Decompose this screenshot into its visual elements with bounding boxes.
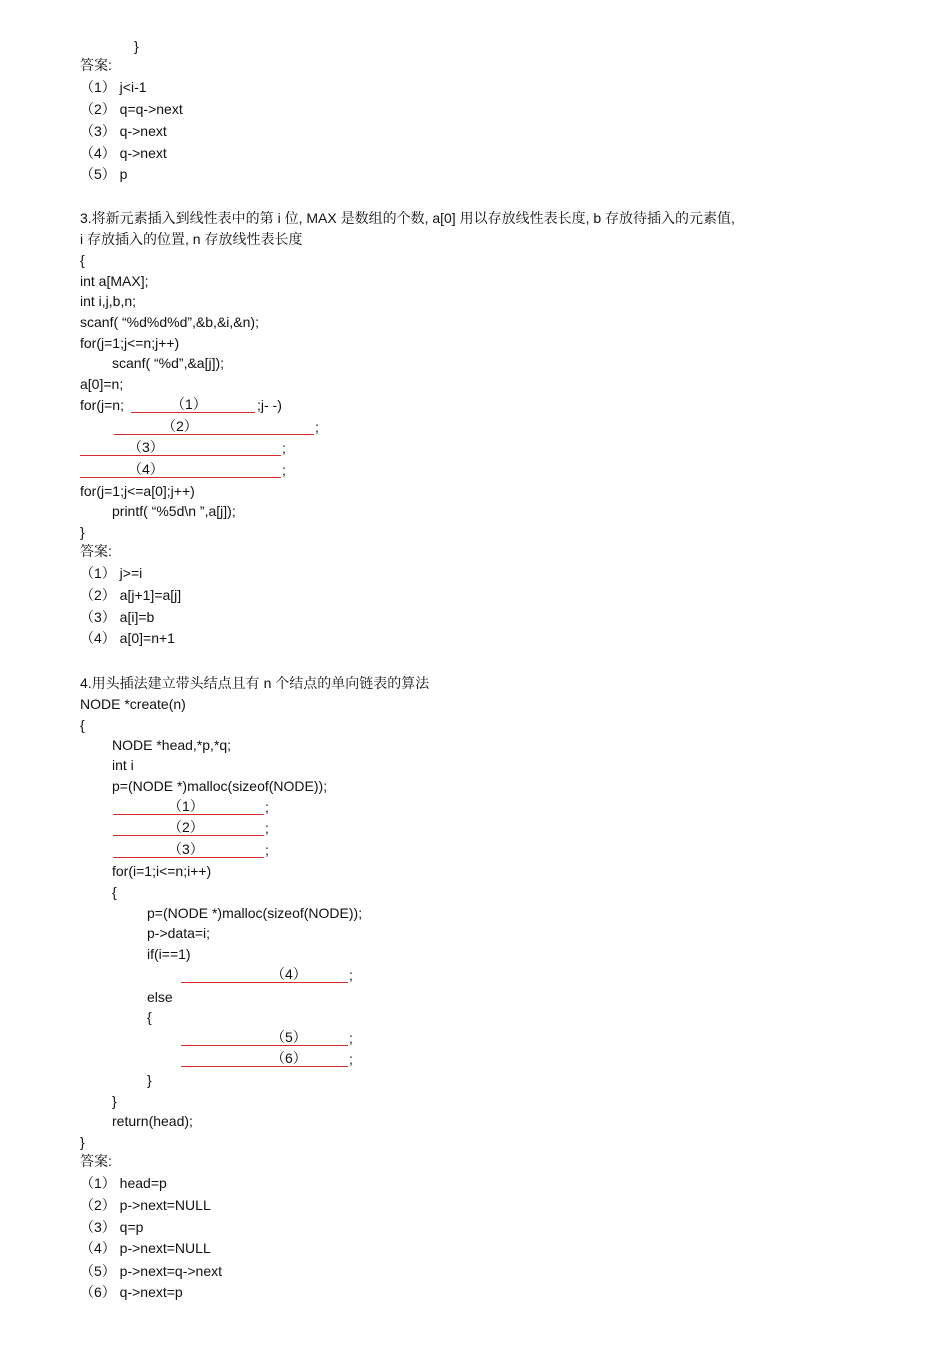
answer-line: （1） j>=i [80,565,143,581]
question-title: 3.将新元素插入到线性表中的第 i 位, MAX 是数组的个数, a[0] 用以存放线性表长度, b 存放待插入的元素值, [80,210,735,226]
blank-number: （4） [128,461,164,477]
code-line: for(j=1;j<=n;j++) [80,335,180,351]
code-line: p=(NODE *)malloc(sizeof(NODE)); [147,905,363,921]
semicolon: ; [349,1030,353,1046]
code-line: } [80,524,85,540]
code-line: printf( “%5d\n ”,a[j]); [112,503,236,519]
answer-line: （2） q=q->next [80,101,183,117]
code-line: { [80,252,85,268]
code-line: scanf( “%d”,&a[j]); [112,355,225,371]
code-line: for(j=n; [80,397,124,413]
code-line: for(i=1;i<=n;i++) [112,863,212,879]
blank-number: （4） [271,966,307,982]
answer-line: （2） a[j+1]=a[j] [80,587,182,603]
answer-line: （3） q->next [80,123,167,139]
answer-label: 答案: [80,543,112,559]
fill-blank[interactable] [181,1029,348,1046]
code-line: } [112,1093,117,1109]
semicolon: ; [349,1051,353,1067]
code-line: for(j=1;j<=a[0];j++) [80,483,195,499]
semicolon: ; [265,842,269,858]
code-line: a[0]=n; [80,376,124,392]
fill-blank[interactable] [181,966,348,983]
answer-line: （1） head=p [80,1175,167,1191]
answer-line: （4） a[0]=n+1 [80,630,175,646]
blank-number: （3） [168,841,204,857]
answer-line: （1） j<i-1 [80,79,147,95]
fill-blank[interactable] [113,819,264,836]
answer-line: （4） p->next=NULL [80,1240,211,1256]
code-line: p=(NODE *)malloc(sizeof(NODE)); [112,778,328,794]
code-line: NODE *create(n) [80,696,186,712]
answer-label: 答案: [80,57,112,73]
code-line: { [147,1009,152,1025]
semicolon: ; [315,419,319,435]
answer-line: （3） q=p [80,1219,144,1235]
code-line: NODE *head,*p,*q; [112,737,232,753]
answer-line: （2） p->next=NULL [80,1197,211,1213]
code-line: p->data=i; [147,925,211,941]
code-line: { [80,717,85,733]
blank-number: （5） [271,1029,307,1045]
question-title: 4.用头插法建立带头结点且有 n 个结点的单向链表的算法 [80,675,430,691]
code-line: scanf( “%d%d%d”,&b,&i,&n); [80,314,259,330]
answer-line: （6） q->next=p [80,1284,183,1300]
question-title-cont: i 存放插入的位置, n 存放线性表长度 [80,231,303,247]
fill-blank[interactable] [80,439,281,456]
semicolon: ; [349,967,353,983]
answer-line: （5） p->next=q->next [80,1263,223,1279]
semicolon: ; [282,440,286,456]
semicolon: ; [265,820,269,836]
fill-blank[interactable] [181,1050,348,1067]
blank-number: （1） [171,396,207,412]
answer-label: 答案: [80,1153,112,1169]
code-line: int i,j,b,n; [80,293,137,309]
fill-blank[interactable] [114,418,314,435]
code-line: } [80,1134,85,1150]
fill-blank[interactable] [113,841,264,858]
code-line: } [147,1072,152,1088]
answer-line: （5） p [80,166,128,182]
code-line: int a[MAX]; [80,273,149,289]
code-line: { [112,884,117,900]
code-line: else [147,989,173,1005]
blank-number: （2） [162,418,198,434]
code-line: int i [112,757,134,773]
fill-blank[interactable] [113,798,264,815]
code-line: ;j- -) [257,397,282,413]
answer-line: （4） q->next [80,145,167,161]
code-line: return(head); [112,1113,193,1129]
closing-brace: } [134,38,139,54]
answer-line: （3） a[i]=b [80,609,155,625]
blank-number: （2） [168,819,204,835]
fill-blank[interactable] [131,396,255,413]
semicolon: ; [282,462,286,478]
blank-number: （3） [128,439,164,455]
blank-number: （1） [168,798,204,814]
fill-blank[interactable] [80,461,281,478]
semicolon: ; [265,799,269,815]
code-line: if(i==1) [147,946,191,962]
blank-number: （6） [271,1050,307,1066]
